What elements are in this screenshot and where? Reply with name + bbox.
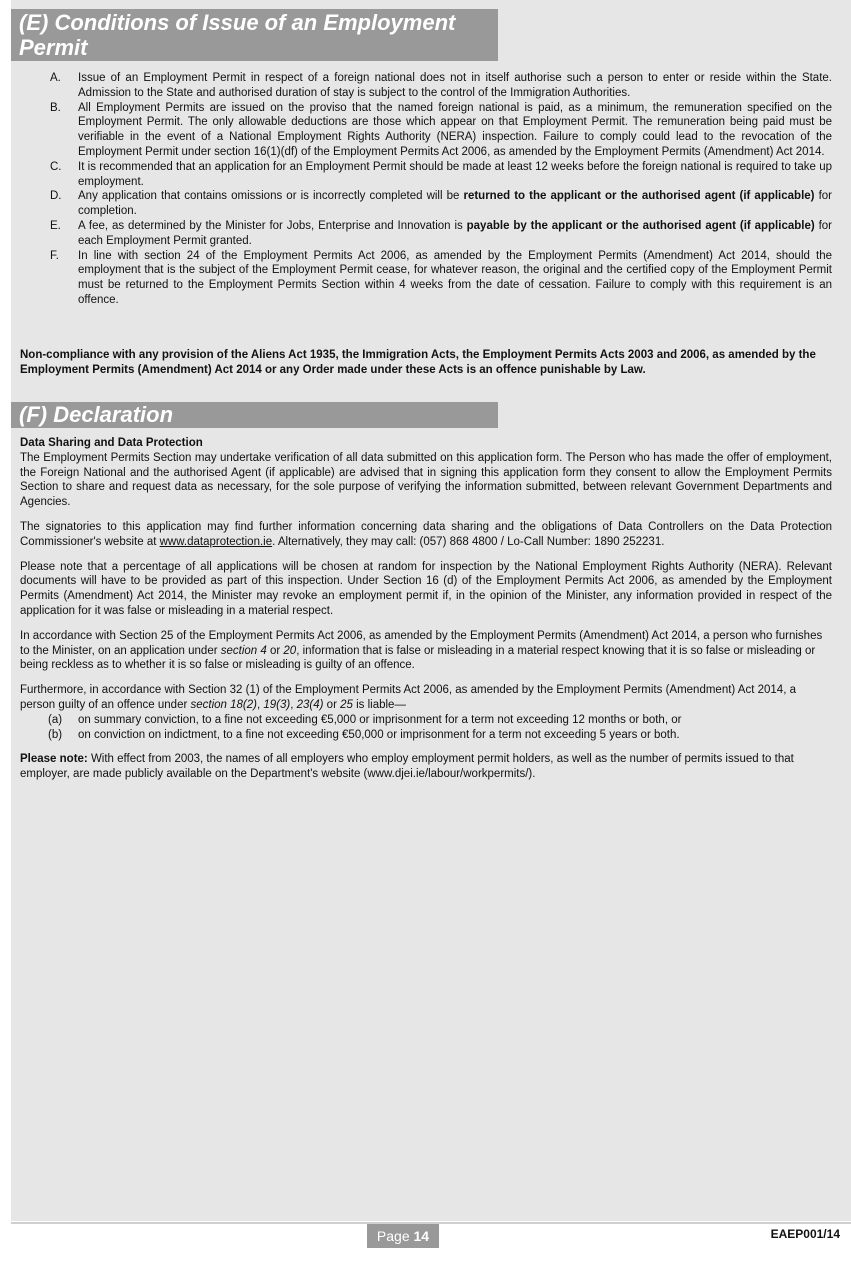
paragraph-data-protection: The signatories to this application may find further information concerning data sharing and the obligations of Data Controllers on the Data Protection Commissioner's website at www.dataprotection.ie. Alternatively, they may call: (057) 868 4800 / Lo-Call Number: 1890 252231.	[20, 520, 832, 548]
noncompliance-notice: Non-compliance with any provision of the Aliens Act 1935, the Immigration Acts, the Employment Permits Acts 2003 and 2006, as amended by the Employment Permits (Amendment) Act 2014 or any Order made under these Acts is an offence punishable by Law.	[20, 349, 816, 376]
condition-item	[20, 71, 832, 101]
form-code: EAEP001/14	[770, 1227, 840, 1241]
subheading: Data Sharing and Data Protection	[20, 437, 203, 449]
item-text: All Employment Permits are issued on the proviso that the named foreign national is paid, as a minimum, the remuneration specified on the Employment Permit. The only allowable deductions are those which appear on that Employment Permit. The remuneration being paid must be verifiable in the event of a National Employment Rights Authority (NERA) inspection. Failure to comply could lead to the revocation of the Employment Permit under section 16(1)(df) of the Employment Permits Act 2006, as amended by the Employment Permits (Amendment) Act 2014.	[78, 101, 832, 158]
item-letter: B.	[50, 101, 61, 114]
paragraph-data-sharing: The Employment Permits Section may undertake verification of all data submitted on this application form. The Person who has made the offer of employment, the Foreign National and the authorised Agent (if applicable) are advised that in signing this application form they consent to allow the Employment Permits Section to share and request data as necessary, for the sole purpose of verifying the information submitted, between relevant Government Departments and Agencies.	[20, 451, 832, 509]
please-note: Please note: With effect from 2003, the names of all employers who employ employment permit holders, as well as the number of permits issued to that employer, are made publicly available on the Department's website (www.djei.ie/labour/workpermits/).	[20, 753, 794, 781]
item-letter: E.	[50, 219, 61, 232]
paragraph-section-32: Furthermore, in accordance with Section 32 (1) of the Employment Permits Act 2006, as amended by the Employment Permits (Amendment) Act 2014, a person guilty of an offence under section 18(2), 19(3), 23(4) or 25 is liable—	[20, 684, 796, 711]
condition-item	[20, 249, 832, 308]
condition-item	[20, 189, 832, 219]
section-e-conditions	[20, 71, 832, 308]
item-bold-text: returned to the applicant or the authorised agent (if applicable)	[463, 190, 815, 203]
section-e-header: (E) Conditions of Issue of an Employment Permit	[11, 9, 498, 61]
penalty-item: (b) on conviction on indictment, to a fine not exceeding €50,000 or imprisonment for a term not exceeding 5 years or both.	[48, 728, 680, 741]
item-letter: D.	[50, 190, 62, 203]
item-text: Issue of an Employment Permit in respect of a foreign national does not in itself authorise such a person to enter or reside within the State. Admission to the State and authorised duration of stay is subject to the control of the Immigration Authorities.	[78, 72, 832, 99]
item-letter: C.	[50, 160, 62, 173]
condition-item	[20, 219, 832, 249]
item-text: A fee, as determined by the Minister for Jobs, Enterprise and Innovation is	[78, 219, 467, 232]
item-text: for each Employment Permit granted.	[78, 219, 833, 247]
penalty-list	[20, 713, 832, 743]
item-letter: A.	[50, 72, 61, 84]
dataprotection-link[interactable]: www.dataprotection.ie	[159, 535, 273, 548]
penalty-item: (a) on summary conviction, to a fine not exceeding €5,000 or imprisonment for a term not exceeding 12 months or both, or	[48, 713, 682, 726]
conditions-list	[20, 71, 832, 308]
item-text: for completion.	[78, 190, 832, 218]
item-text: Any application that contains omissions or is incorrectly completed will be	[78, 190, 464, 203]
section-f-header: (F) Declaration	[11, 402, 498, 428]
item-text: In line with section 24 of the Employment Permits Act 2006, as amended by the Employment Permits (Amendment) Act 2014, should the employment that is the subject of the Employment Permit cease, for whatever reason, the original and the certified copy of the Employment Permit must be returned to the Employment Permits Section within 4 weeks from the date of cessation. Failure to comply with this requirement is an offence.	[78, 249, 832, 306]
section-f-declaration	[20, 436, 832, 782]
condition-item	[20, 101, 832, 160]
item-bold-text: payable by the applicant or the authorised agent (if applicable)	[466, 219, 815, 232]
paragraph-inspection: Please note that a percentage of all applications will be chosen at random for inspection by the National Employment Rights Authority (NERA). Relevant documents will have to be provided as part of this inspection. Under Section 16 (d) of the Employment Permits Act 2006, as amended by the Employment Permits (Amendment) Act 2014, the Minister may revoke an employment permit if, in the opinion of the Minister, any information provided in respect of the application for it was false or misleading in a material respect.	[20, 560, 832, 617]
item-text: It is recommended that an application for an Employment Permit should be made at least 12 weeks before the foreign national is required to take up employment.	[78, 160, 832, 188]
item-letter: F.	[50, 249, 59, 262]
page-number-badge: Page 14	[367, 1224, 439, 1248]
condition-item	[20, 160, 832, 190]
paragraph-section-25: In accordance with Section 25 of the Employment Permits Act 2006, as amended by the Employment Permits (Amendment) Act 2014, a person who furnishes to the Minister, on an application under section 4 or 20, information that is false or misleading in a material respect knowing that it is so false or misleading or being reckless as to whether it is so false or misleading is guilty of an offence.	[20, 629, 823, 672]
